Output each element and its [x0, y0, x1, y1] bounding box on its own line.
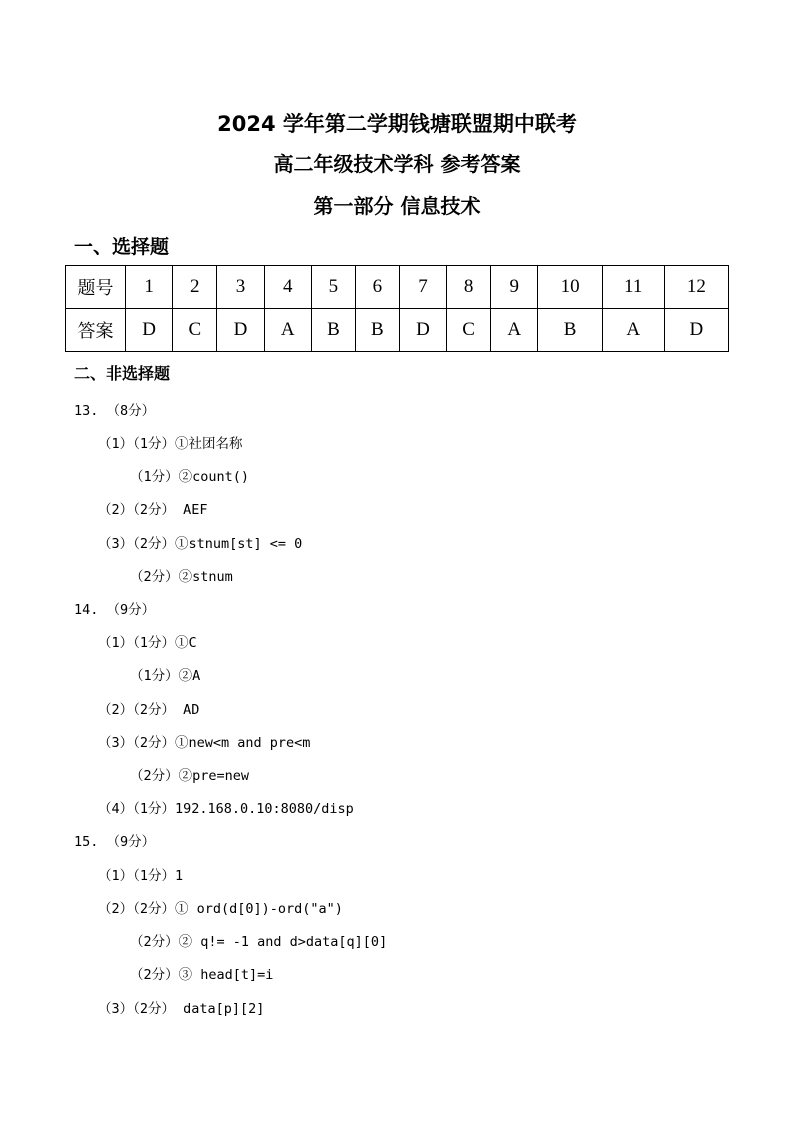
question-number: 3: [217, 266, 264, 309]
answer-cell: A: [264, 309, 311, 352]
document-title: 2024 学年第二学期钱塘联盟期中联考: [217, 112, 577, 136]
question-number-row: [66, 266, 729, 309]
answer-cell: A: [602, 309, 664, 352]
section-nonchoice-heading: 二、非选择题: [74, 364, 171, 383]
question-heading: 13. （8分）: [74, 403, 156, 419]
answer-cell: C: [173, 309, 217, 352]
answer-cell: B: [355, 309, 399, 352]
answer-cell: D: [399, 309, 446, 352]
answer-cell: D: [664, 309, 728, 352]
document-subtitle: 高二年级技术学科 参考答案: [273, 152, 521, 176]
question-number: 11: [602, 266, 664, 309]
question-number: 8: [447, 266, 491, 309]
question-number: 2: [173, 266, 217, 309]
answer-line: （3）（2分）①new<m and pre<m: [98, 735, 311, 751]
question-number: 4: [264, 266, 311, 309]
answer-row: [66, 309, 729, 352]
question-number: 9: [491, 266, 538, 309]
question-number: 10: [538, 266, 602, 309]
answer-line: （1）（1分）①C: [98, 635, 197, 651]
answer-line: （3）（2分）①stnum[st] <= 0: [98, 536, 303, 552]
answer-line: （3）（2分） data[p][2]: [98, 1001, 265, 1017]
answer-line: （2）（2分） AD: [98, 702, 200, 718]
answer-cell: D: [217, 309, 264, 352]
question-number: 5: [311, 266, 355, 309]
answer-cell: D: [126, 309, 173, 352]
answer-row-label: 答案: [66, 309, 126, 352]
question-number: 12: [664, 266, 728, 309]
question-heading: 14. （9分）: [74, 602, 156, 618]
question-number: 1: [126, 266, 173, 309]
answer-cell: B: [311, 309, 355, 352]
answer-line: （1分）②count(): [130, 469, 250, 485]
answer-line: （2分）③ head[t]=i: [130, 967, 274, 983]
question-heading: 15. （9分）: [74, 834, 156, 850]
answer-line: （1）（1分）①社团名称: [98, 436, 243, 452]
answer-cell: A: [491, 309, 538, 352]
section-choice-heading: 一、选择题: [74, 236, 170, 258]
answer-line: （1分）②A: [130, 668, 201, 684]
answer-line: （2）（2分） AEF: [98, 502, 208, 518]
question-row-label: 题号: [66, 266, 126, 309]
answer-line: （1）（1分）1: [98, 868, 184, 884]
answer-line: （2）（2分）① ord(d[0])-ord("a"): [98, 901, 343, 917]
answer-cell: B: [538, 309, 602, 352]
part-title: 第一部分 信息技术: [313, 194, 481, 218]
answer-line: （2分）②pre=new: [130, 768, 250, 784]
question-number: 7: [399, 266, 446, 309]
answer-table: [65, 265, 729, 352]
answer-line: （2分）② q!= -1 and d>data[q][0]: [130, 934, 388, 950]
answer-cell: C: [447, 309, 491, 352]
answer-line: （4）（1分）192.168.0.10:8080/disp: [98, 801, 354, 817]
question-number: 6: [355, 266, 399, 309]
answer-line: （2分）②stnum: [130, 569, 233, 585]
